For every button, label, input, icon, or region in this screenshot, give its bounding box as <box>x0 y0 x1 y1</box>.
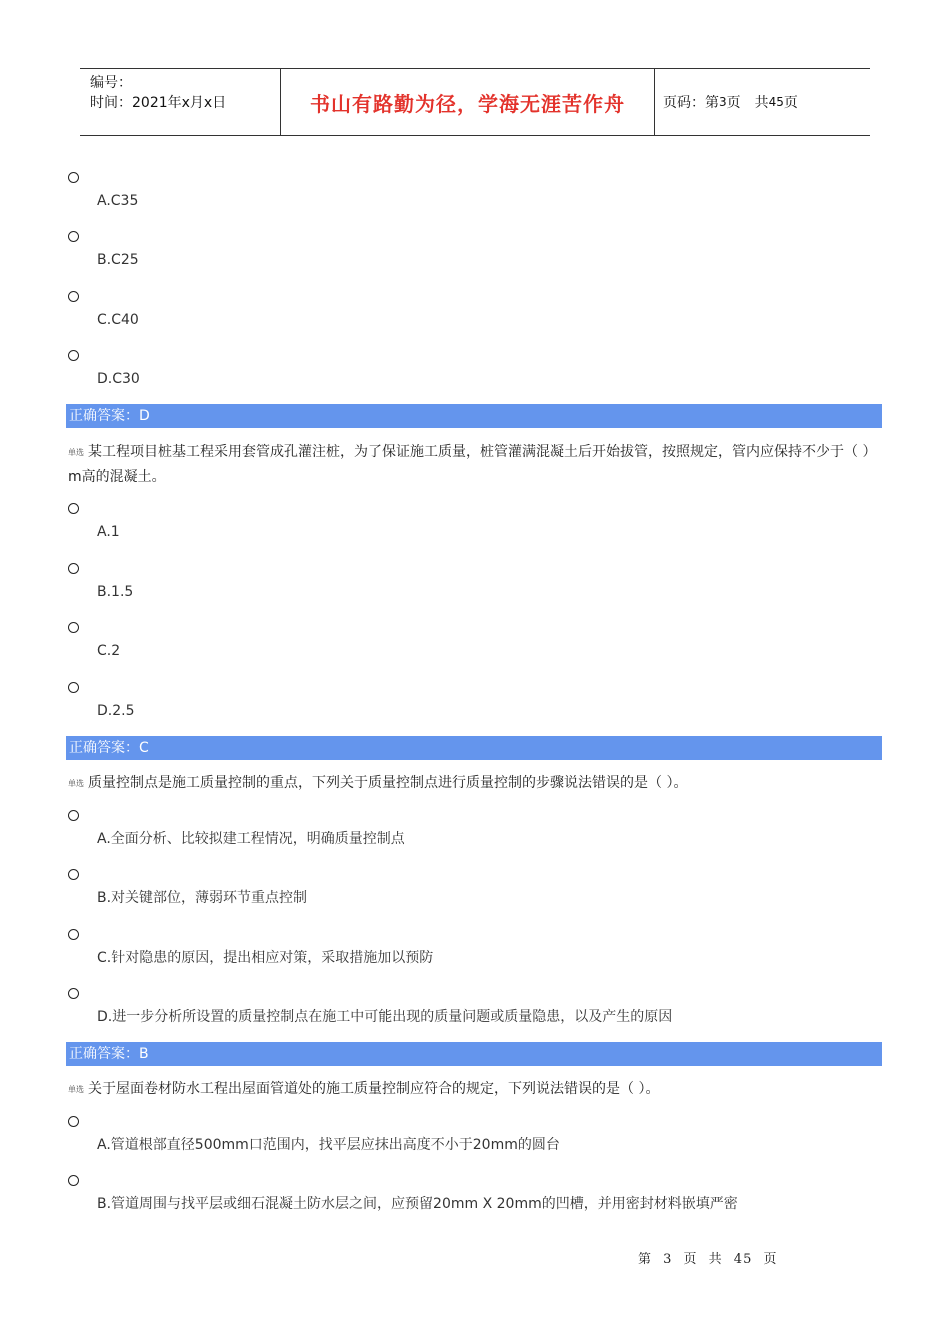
radio-option-a[interactable] <box>68 810 79 821</box>
header-motto-cell <box>281 69 655 135</box>
option-label: C.C40 <box>97 312 139 328</box>
radio-option-d[interactable] <box>68 350 79 361</box>
header-meta <box>80 69 281 135</box>
option-label: C.针对隐患的原因，提出相应对策，采取措施加以预防 <box>97 950 434 966</box>
page-header <box>80 68 870 136</box>
correct-answer-bar: 正确答案：B <box>66 1042 882 1066</box>
radio-option-d[interactable] <box>68 682 79 693</box>
correct-answer-bar: 正确答案：D <box>66 404 882 428</box>
radio-option-a[interactable] <box>68 1116 79 1127</box>
radio-option-c[interactable] <box>68 622 79 633</box>
option-label: A.C35 <box>97 193 139 209</box>
option-label: A.管道根部直径500mm口范围内，找平层应抹出高度不小于20mm的圆台 <box>97 1137 560 1153</box>
page-end: 页 <box>783 95 798 111</box>
radio-option-b[interactable] <box>68 1175 79 1186</box>
correct-answer-bar: 正确答案：C <box>66 736 882 760</box>
radio-option-c[interactable] <box>68 291 79 302</box>
radio-option-a[interactable] <box>68 172 79 183</box>
radio-option-b[interactable] <box>68 563 79 574</box>
option-label: B.C25 <box>97 252 139 268</box>
question-body: 质量控制点是施工质量控制的重点，下列关于质量控制点进行质量控制的步骤说法错误的是（ ）。 <box>88 775 688 791</box>
option-label: A.全面分析、比较拟建工程情况，明确质量控制点 <box>97 831 405 847</box>
radio-option-d[interactable] <box>68 988 79 999</box>
option-label: C.2 <box>97 643 121 659</box>
time-label: 时间：2021年x月x日 <box>90 95 227 111</box>
option-label: B.1.5 <box>97 584 134 600</box>
page-total: 45 <box>768 95 784 109</box>
option-label: B.对关键部位，薄弱环节重点控制 <box>97 890 308 906</box>
option-label: D.进一步分析所设置的质量控制点在施工中可能出现的质量问题或质量隐患，以及产生的原因 <box>97 1009 673 1025</box>
question-type-tag: 单选 <box>68 448 84 457</box>
page-footer: 第 3 页 共 45 页 <box>638 1252 778 1267</box>
option-label: D.C30 <box>97 371 140 387</box>
number-label: 编号： <box>90 75 132 91</box>
radio-option-b[interactable] <box>68 231 79 242</box>
question-text <box>68 440 882 490</box>
radio-option-b[interactable] <box>68 869 79 880</box>
radio-option-a[interactable] <box>68 503 79 514</box>
option-label: A.1 <box>97 524 120 540</box>
page-mid: 页 共 <box>726 95 769 111</box>
question-body: 某工程项目桩基工程采用套管成孔灌注桩，为了保证施工质量，桩管灌满混凝土后开始拔管，按照规定，管内应保持不少于（ ）m高的混凝土。 <box>68 444 877 485</box>
motto: 书山有路勤为径，学海无涯苦作舟 <box>310 91 625 116</box>
radio-option-c[interactable] <box>68 929 79 940</box>
page-label: 页码：第 <box>663 95 719 111</box>
question-body: 关于屋面卷材防水工程出屋面管道处的施工质量控制应符合的规定，下列说法错误的是（ ）。 <box>88 1081 660 1097</box>
question-type-tag: 单选 <box>68 779 84 788</box>
header-page-cell <box>655 69 870 135</box>
question-text <box>68 771 882 796</box>
question-type-tag: 单选 <box>68 1085 84 1094</box>
question-text <box>68 1077 882 1102</box>
option-label: D.2.5 <box>97 703 135 719</box>
page-number: 3 <box>719 95 727 109</box>
option-label: B.管道周围与找平层或细石混凝土防水层之间，应预留20mm X 20mm的凹槽，并用密封材料嵌填严密 <box>97 1196 738 1212</box>
